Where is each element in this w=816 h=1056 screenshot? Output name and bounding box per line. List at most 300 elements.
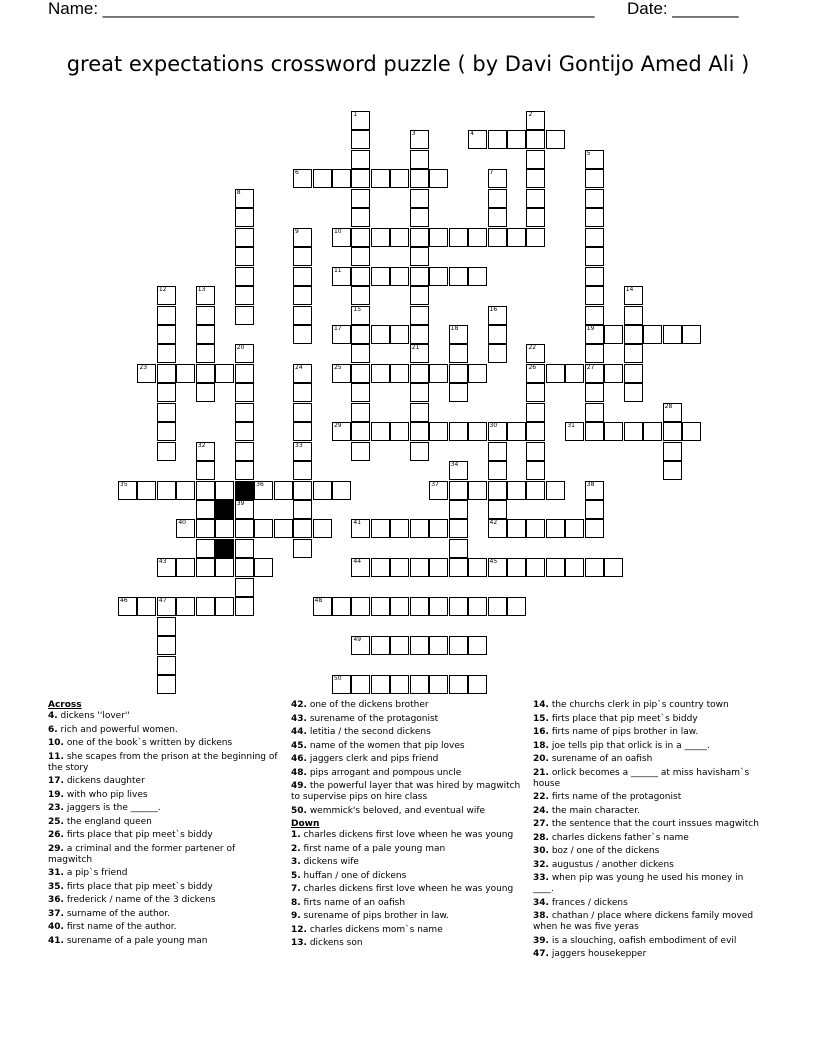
grid-cell[interactable]: [157, 617, 176, 636]
grid-cell[interactable]: [585, 481, 604, 500]
grid-cell[interactable]: [351, 364, 370, 383]
grid-cell[interactable]: [176, 481, 195, 500]
grid-cell[interactable]: [351, 306, 370, 325]
grid-cell[interactable]: [507, 519, 526, 538]
grid-cell[interactable]: [682, 325, 701, 344]
grid-cell[interactable]: [351, 636, 370, 655]
grid-cell[interactable]: [410, 150, 429, 169]
grid-cell[interactable]: [488, 208, 507, 227]
grid-cell[interactable]: [196, 519, 215, 538]
grid-cell[interactable]: [429, 228, 448, 247]
grid-cell[interactable]: [390, 519, 409, 538]
grid-cell[interactable]: [468, 422, 487, 441]
grid-cell[interactable]: [410, 208, 429, 227]
grid-cell[interactable]: [429, 481, 448, 500]
grid-cell[interactable]: [449, 383, 468, 402]
grid-cell[interactable]: [196, 325, 215, 344]
grid-cell[interactable]: [235, 208, 254, 227]
grid-cell[interactable]: [585, 364, 604, 383]
grid-cell[interactable]: [332, 169, 351, 188]
grid-cell[interactable]: [449, 539, 468, 558]
grid-cell[interactable]: [293, 169, 312, 188]
grid-cell[interactable]: [546, 519, 565, 538]
grid-cell[interactable]: [332, 228, 351, 247]
grid-cell[interactable]: [351, 111, 370, 130]
grid-cell[interactable]: [196, 481, 215, 500]
grid-cell[interactable]: [663, 422, 682, 441]
grid-cell[interactable]: [449, 267, 468, 286]
name-field[interactable]: Name: ____________________________________________________: [48, 0, 595, 18]
grid-cell[interactable]: [663, 403, 682, 422]
grid-cell[interactable]: [468, 228, 487, 247]
grid-cell[interactable]: [410, 519, 429, 538]
grid-cell[interactable]: [176, 597, 195, 616]
grid-cell[interactable]: [351, 286, 370, 305]
grid-cell[interactable]: [293, 228, 312, 247]
grid-cell[interactable]: [546, 130, 565, 149]
grid-cell[interactable]: [429, 364, 448, 383]
clue-column-2: [291, 700, 521, 952]
grid-cell[interactable]: [565, 364, 584, 383]
grid-cell[interactable]: [526, 169, 545, 188]
grid-cell[interactable]: [293, 325, 312, 344]
grid-cell[interactable]: [371, 267, 390, 286]
grid-cell[interactable]: [293, 500, 312, 519]
grid-cell[interactable]: [196, 539, 215, 558]
grid-cell[interactable]: [235, 383, 254, 402]
grid-cell[interactable]: [468, 636, 487, 655]
grid-cell[interactable]: [196, 461, 215, 480]
grid-cell[interactable]: [390, 675, 409, 694]
grid-cell[interactable]: [235, 344, 254, 363]
grid-cell[interactable]: [468, 364, 487, 383]
grid-cell[interactable]: [643, 422, 662, 441]
grid-cell[interactable]: [585, 422, 604, 441]
clue-item: 29. a criminal and the former partener of magwitch: [48, 843, 236, 865]
grid-cell[interactable]: [235, 519, 254, 538]
grid-cell[interactable]: [410, 189, 429, 208]
grid-cell[interactable]: [176, 364, 195, 383]
grid-cell[interactable]: [254, 481, 273, 500]
grid-cell[interactable]: [332, 597, 351, 616]
grid-cell[interactable]: [332, 364, 351, 383]
grid-cell[interactable]: [526, 344, 545, 363]
grid-cell[interactable]: [293, 306, 312, 325]
grid-cell[interactable]: [585, 383, 604, 402]
grid-cell[interactable]: [410, 422, 429, 441]
grid-cell[interactable]: [274, 519, 293, 538]
grid-cell[interactable]: [585, 500, 604, 519]
grid-cell[interactable]: [235, 578, 254, 597]
grid-cell[interactable]: [410, 228, 429, 247]
grid-cell[interactable]: [293, 461, 312, 480]
grid-cell[interactable]: [196, 306, 215, 325]
grid-cell[interactable]: [585, 267, 604, 286]
grid-cell[interactable]: [371, 597, 390, 616]
grid-cell[interactable]: [390, 267, 409, 286]
grid-cell[interactable]: [526, 422, 545, 441]
grid-cell[interactable]: [196, 344, 215, 363]
grid-cell[interactable]: [488, 442, 507, 461]
grid-cell[interactable]: [488, 500, 507, 519]
grid-cell[interactable]: [157, 558, 176, 577]
grid-cell[interactable]: [468, 597, 487, 616]
grid-cell[interactable]: [565, 519, 584, 538]
grid-cell[interactable]: [235, 558, 254, 577]
grid-cell[interactable]: [449, 636, 468, 655]
grid-cell[interactable]: [429, 422, 448, 441]
grid-cell[interactable]: [488, 189, 507, 208]
grid-cell[interactable]: [663, 461, 682, 480]
grid-cell[interactable]: [624, 344, 643, 363]
grid-cell[interactable]: [526, 442, 545, 461]
grid-cell[interactable]: [410, 636, 429, 655]
grid-cell[interactable]: [351, 325, 370, 344]
grid-cell[interactable]: [449, 500, 468, 519]
grid-cell[interactable]: [351, 150, 370, 169]
grid-cell[interactable]: [332, 267, 351, 286]
grid-cell[interactable]: [118, 481, 137, 500]
grid-cell[interactable]: [235, 228, 254, 247]
grid-cell[interactable]: [351, 558, 370, 577]
grid-cell[interactable]: [371, 558, 390, 577]
grid-cell[interactable]: [507, 597, 526, 616]
grid-cell[interactable]: [624, 422, 643, 441]
grid-cell[interactable]: [488, 481, 507, 500]
grid-cell[interactable]: [371, 519, 390, 538]
grid-cell[interactable]: [449, 228, 468, 247]
grid-cell[interactable]: [449, 325, 468, 344]
grid-cell[interactable]: [351, 422, 370, 441]
grid-cell[interactable]: [585, 519, 604, 538]
grid-cell[interactable]: [546, 558, 565, 577]
grid-cell[interactable]: [157, 422, 176, 441]
grid-cell[interactable]: [488, 558, 507, 577]
grid-cell[interactable]: [254, 558, 273, 577]
grid-cell[interactable]: [371, 325, 390, 344]
grid-cell[interactable]: [429, 675, 448, 694]
grid-cell[interactable]: [332, 325, 351, 344]
grid-cell[interactable]: [351, 189, 370, 208]
grid-cell[interactable]: [488, 461, 507, 480]
grid-cell[interactable]: [390, 422, 409, 441]
grid-cell[interactable]: [351, 383, 370, 402]
grid-cell[interactable]: [351, 247, 370, 266]
grid-cell[interactable]: [157, 364, 176, 383]
grid-cell[interactable]: [526, 519, 545, 538]
grid-cell[interactable]: [449, 597, 468, 616]
grid-cell[interactable]: [351, 344, 370, 363]
grid-cell[interactable]: [468, 675, 487, 694]
grid-cell[interactable]: [157, 403, 176, 422]
grid-cell[interactable]: [215, 558, 234, 577]
grid-cell[interactable]: [235, 286, 254, 305]
grid-cell[interactable]: [488, 422, 507, 441]
grid-cell[interactable]: [390, 364, 409, 383]
grid-cell[interactable]: [410, 267, 429, 286]
grid-cell[interactable]: [215, 481, 234, 500]
grid-cell[interactable]: [351, 130, 370, 149]
grid-cell[interactable]: [157, 442, 176, 461]
grid-cell[interactable]: [351, 519, 370, 538]
grid-cell[interactable]: [585, 247, 604, 266]
grid-cell[interactable]: [157, 597, 176, 616]
grid-cell[interactable]: [293, 403, 312, 422]
clue-number: 16: [489, 305, 498, 313]
grid-cell[interactable]: [585, 306, 604, 325]
grid-cell[interactable]: [429, 267, 448, 286]
grid-cell[interactable]: [196, 558, 215, 577]
grid-cell[interactable]: [235, 442, 254, 461]
grid-cell[interactable]: [176, 519, 195, 538]
grid-cell[interactable]: [682, 422, 701, 441]
grid-cell[interactable]: [196, 442, 215, 461]
grid-cell[interactable]: [526, 111, 545, 130]
grid-cell[interactable]: [235, 422, 254, 441]
grid-cell[interactable]: [410, 344, 429, 363]
grid-cell[interactable]: [332, 481, 351, 500]
grid-cell[interactable]: [546, 364, 565, 383]
grid-cell[interactable]: [254, 519, 273, 538]
grid-cell[interactable]: [196, 500, 215, 519]
grid-cell[interactable]: [390, 558, 409, 577]
grid-cell[interactable]: [488, 306, 507, 325]
grid-cell[interactable]: [157, 344, 176, 363]
grid-cell[interactable]: [332, 422, 351, 441]
grid-cell[interactable]: [449, 519, 468, 538]
grid-cell[interactable]: [371, 636, 390, 655]
grid-cell[interactable]: [371, 364, 390, 383]
grid-cell[interactable]: [235, 267, 254, 286]
grid-cell[interactable]: [585, 228, 604, 247]
grid-cell[interactable]: [526, 150, 545, 169]
grid-cell[interactable]: [526, 403, 545, 422]
grid-cell[interactable]: [293, 267, 312, 286]
grid-cell[interactable]: [410, 306, 429, 325]
grid-cell[interactable]: [351, 442, 370, 461]
grid-cell[interactable]: [157, 481, 176, 500]
grid-cell[interactable]: [390, 325, 409, 344]
grid-cell[interactable]: [585, 344, 604, 363]
grid-cell[interactable]: [488, 344, 507, 363]
grid-cell[interactable]: [624, 383, 643, 402]
grid-cell[interactable]: [235, 403, 254, 422]
grid-cell[interactable]: [488, 228, 507, 247]
grid-cell[interactable]: [429, 169, 448, 188]
grid-cell[interactable]: [196, 383, 215, 402]
grid-cell[interactable]: [371, 169, 390, 188]
grid-cell[interactable]: [137, 364, 156, 383]
grid-cell[interactable]: [449, 675, 468, 694]
grid-cell[interactable]: [410, 286, 429, 305]
grid-cell[interactable]: [157, 383, 176, 402]
grid-cell[interactable]: [429, 558, 448, 577]
grid-cell[interactable]: [468, 481, 487, 500]
grid-cell[interactable]: [313, 169, 332, 188]
grid-cell[interactable]: [235, 461, 254, 480]
grid-cell[interactable]: [137, 597, 156, 616]
grid-cell[interactable]: [526, 364, 545, 383]
grid-cell[interactable]: [410, 169, 429, 188]
grid-cell[interactable]: [176, 558, 195, 577]
grid-cell[interactable]: [137, 481, 156, 500]
grid-cell[interactable]: [390, 597, 409, 616]
grid-cell[interactable]: [351, 208, 370, 227]
grid-cell[interactable]: [624, 306, 643, 325]
grid-cell[interactable]: [468, 130, 487, 149]
grid-cell[interactable]: [351, 675, 370, 694]
grid-cell[interactable]: [410, 597, 429, 616]
grid-cell[interactable]: [215, 519, 234, 538]
grid-cell[interactable]: [488, 325, 507, 344]
grid-cell[interactable]: [526, 208, 545, 227]
grid-cell[interactable]: [449, 364, 468, 383]
grid-cell[interactable]: [157, 675, 176, 694]
grid-cell[interactable]: [313, 481, 332, 500]
grid-cell[interactable]: [390, 228, 409, 247]
grid-cell[interactable]: [663, 442, 682, 461]
grid-cell[interactable]: [507, 422, 526, 441]
grid-cell[interactable]: [196, 364, 215, 383]
grid-cell[interactable]: [196, 597, 215, 616]
grid-cell[interactable]: [526, 383, 545, 402]
grid-cell[interactable]: [526, 228, 545, 247]
grid-cell[interactable]: [429, 519, 448, 538]
grid-cell[interactable]: [235, 500, 254, 519]
grid-cell[interactable]: [488, 519, 507, 538]
grid-cell[interactable]: [410, 558, 429, 577]
grid-cell[interactable]: [235, 539, 254, 558]
grid-cell[interactable]: [449, 481, 468, 500]
grid-cell[interactable]: [157, 325, 176, 344]
grid-cell[interactable]: [235, 247, 254, 266]
grid-cell[interactable]: [624, 325, 643, 344]
grid-cell[interactable]: [118, 597, 137, 616]
grid-cell[interactable]: [565, 558, 584, 577]
grid-cell[interactable]: [293, 442, 312, 461]
grid-cell[interactable]: [585, 150, 604, 169]
grid-cell[interactable]: [449, 558, 468, 577]
grid-cell[interactable]: [235, 597, 254, 616]
grid-cell[interactable]: [468, 558, 487, 577]
grid-cell[interactable]: [565, 422, 584, 441]
grid-cell[interactable]: [507, 228, 526, 247]
grid-cell[interactable]: [157, 656, 176, 675]
grid-cell[interactable]: [526, 558, 545, 577]
grid-cell[interactable]: [585, 403, 604, 422]
grid-cell[interactable]: [663, 325, 682, 344]
clue-number: 14: [625, 286, 634, 294]
grid-cell[interactable]: [351, 228, 370, 247]
grid-cell[interactable]: [332, 675, 351, 694]
grid-cell[interactable]: [410, 383, 429, 402]
grid-cell[interactable]: [196, 286, 215, 305]
grid-cell[interactable]: [449, 344, 468, 363]
grid-cell[interactable]: [585, 558, 604, 577]
grid-cell[interactable]: [293, 481, 312, 500]
grid-cell[interactable]: [410, 442, 429, 461]
grid-cell[interactable]: [604, 325, 623, 344]
grid-cell[interactable]: [526, 130, 545, 149]
grid-cell[interactable]: [313, 597, 332, 616]
grid-cell[interactable]: [449, 461, 468, 480]
grid-cell[interactable]: [351, 403, 370, 422]
grid-cell[interactable]: [390, 636, 409, 655]
grid-cell[interactable]: [351, 597, 370, 616]
grid-cell[interactable]: [507, 130, 526, 149]
grid-cell[interactable]: [604, 364, 623, 383]
grid-cell[interactable]: [585, 189, 604, 208]
grid-cell[interactable]: [410, 247, 429, 266]
grid-cell[interactable]: [526, 481, 545, 500]
grid-cell[interactable]: [293, 422, 312, 441]
grid-cell[interactable]: [488, 597, 507, 616]
grid-cell[interactable]: [293, 364, 312, 383]
grid-cell[interactable]: [293, 247, 312, 266]
grid-cell[interactable]: [449, 422, 468, 441]
grid-cell[interactable]: [410, 403, 429, 422]
grid-cell[interactable]: [157, 636, 176, 655]
grid-cell[interactable]: [351, 169, 370, 188]
grid-cell[interactable]: [235, 306, 254, 325]
grid-cell[interactable]: [293, 519, 312, 538]
grid-cell[interactable]: [293, 383, 312, 402]
grid-cell[interactable]: [604, 558, 623, 577]
grid-cell[interactable]: [371, 228, 390, 247]
grid-cell[interactable]: [624, 364, 643, 383]
grid-cell[interactable]: [410, 325, 429, 344]
grid-cell[interactable]: [235, 189, 254, 208]
grid-cell[interactable]: [488, 169, 507, 188]
grid-cell[interactable]: [274, 481, 293, 500]
grid-cell[interactable]: [585, 325, 604, 344]
clue-number: 46: [120, 597, 128, 605]
grid-cell[interactable]: [585, 286, 604, 305]
grid-cell[interactable]: [507, 558, 526, 577]
grid-cell[interactable]: [526, 461, 545, 480]
grid-cell[interactable]: [468, 267, 487, 286]
grid-cell[interactable]: [157, 286, 176, 305]
grid-cell[interactable]: [624, 286, 643, 305]
grid-cell[interactable]: [507, 481, 526, 500]
grid-cell[interactable]: [157, 306, 176, 325]
grid-cell[interactable]: [429, 597, 448, 616]
grid-cell[interactable]: [585, 208, 604, 227]
grid-cell[interactable]: [371, 422, 390, 441]
grid-cell[interactable]: [585, 169, 604, 188]
grid-cell[interactable]: [604, 422, 623, 441]
grid-cell[interactable]: [235, 364, 254, 383]
grid-cell[interactable]: [390, 169, 409, 188]
grid-cell[interactable]: [526, 189, 545, 208]
grid-cell[interactable]: [410, 364, 429, 383]
grid-cell[interactable]: [488, 130, 507, 149]
grid-cell[interactable]: [429, 636, 448, 655]
date-field[interactable]: Date: _______: [627, 0, 739, 18]
grid-cell[interactable]: [643, 325, 662, 344]
grid-cell[interactable]: [546, 481, 565, 500]
grid-cell[interactable]: [410, 130, 429, 149]
grid-cell[interactable]: [293, 539, 312, 558]
grid-cell[interactable]: [293, 286, 312, 305]
grid-cell[interactable]: [215, 597, 234, 616]
grid-cell[interactable]: [410, 675, 429, 694]
grid-cell[interactable]: [371, 675, 390, 694]
grid-cell[interactable]: [215, 364, 234, 383]
grid-black-cell: [235, 481, 254, 500]
grid-cell[interactable]: [313, 519, 332, 538]
grid-cell[interactable]: [351, 267, 370, 286]
